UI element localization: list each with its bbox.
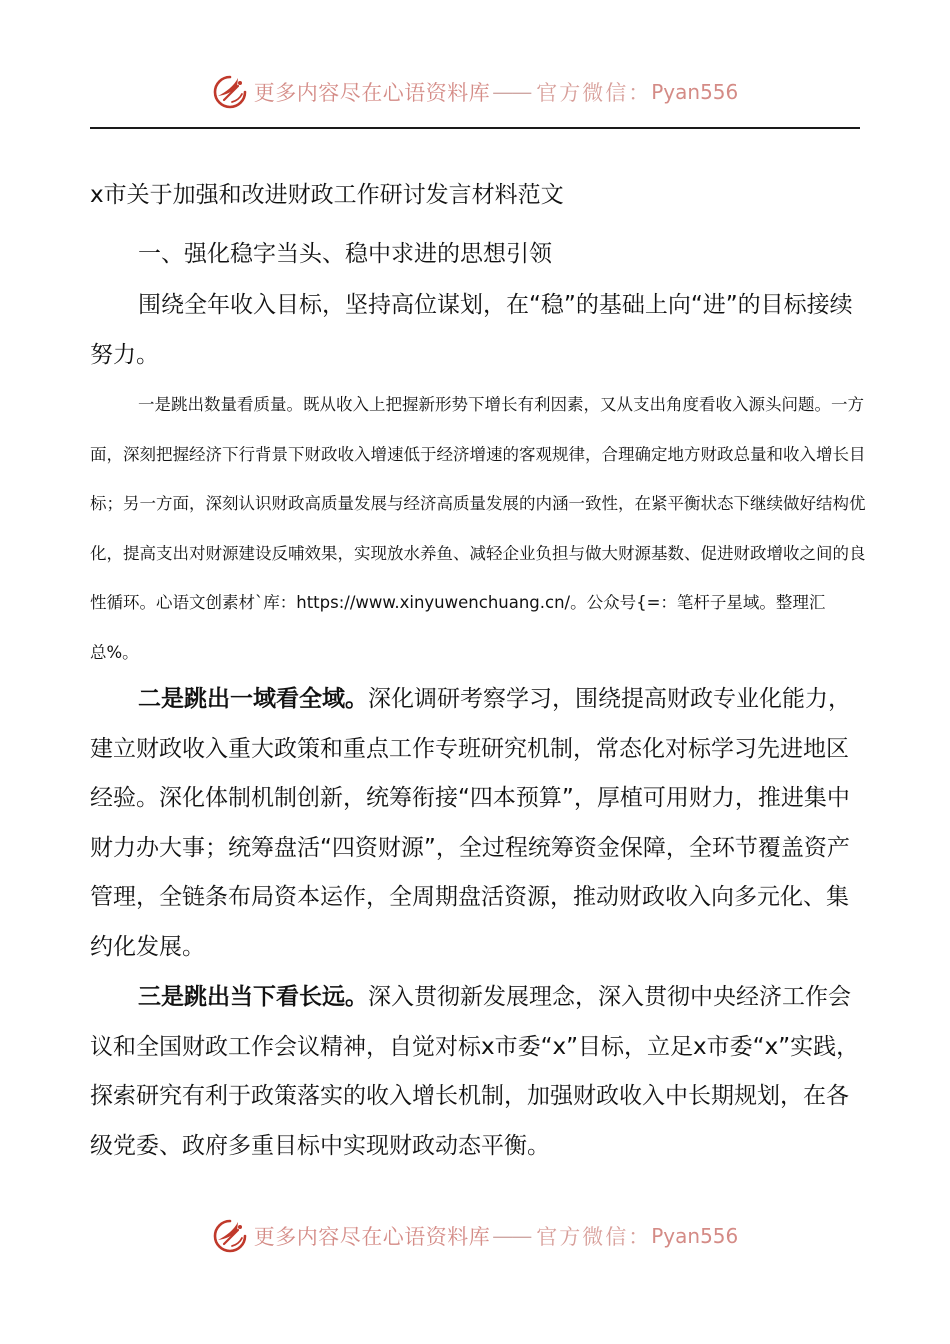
brand-logo-icon <box>212 1218 248 1254</box>
banner-wechat-id: Pyan556 <box>651 80 739 104</box>
header-divider <box>90 127 860 129</box>
banner-wechat-label: 官方微信： <box>536 81 652 105</box>
document-title: x市关于加强和改进财政工作研讨发言材料范文 <box>90 182 564 208</box>
banner-wechat-label: 官方微信： <box>536 1225 652 1249</box>
footer-watermark-banner <box>0 1216 950 1256</box>
point-two-body: 深化调研考察学习，围绕提高财政专业化能力，建立财政收入重大政策和重点工作专班研究机制，常态化对标学习先进地区经验。深化体制机制创新，统筹衔接“四本预算”，厚植可用财力，推进集中财力办大事；统筹盘活“四资财源”，全过程统筹资金保障，全环节覆盖资产管理，全链条布局资本运作，全周期盘活资源，推动财政收入向多元化、集约化发展。 <box>90 686 851 960</box>
point-three-body: 深入贯彻新发展理念，深入贯彻中央经济工作会议和全国财政工作会议精神，自觉对标x市委“x”目标，立足x市委“x”实践，探索研究有利于政策落实的收入增长机制，加强财政收入中长期规划，在各级党委、政府多重目标中实现财政动态平衡。 <box>90 984 860 1159</box>
header-watermark-banner <box>0 72 950 112</box>
point-two-paragraph <box>90 675 870 972</box>
section-heading: 一、强化稳字当头、稳中求进的思想引领 <box>138 241 552 267</box>
banner-main-text: 更多内容尽在心语资料库 <box>253 1225 491 1249</box>
point-one-paragraph: 一是跳出数量看质量。既从收入上把握新形势下增长有利因素，又从支出角度看收入源头问题。一方面，深刻把握经济下行背景下财政收入增速低于经济增速的客观规律，合理确定地方财政总量和收入增长目标；另一方面，深刻认识财政高质量发展与经济高质量发展的内涵一致性，在紧平衡状态下继续做好结构优化，提高支出对财源建设反哺效果，实现放水养鱼、减轻企业负担与做大财源基数、促进财政增收之间的良性循环。心语文创素材`库：https://www.xinyuwenchuang.cn/。公众号{=：笔杆子星域。整理汇总%。 <box>90 395 866 662</box>
banner-dash: —— <box>492 1224 531 1248</box>
point-three-lead: 三是跳出当下看长远。 <box>138 984 368 1010</box>
point-two-lead: 二是跳出一域看全域。 <box>138 686 368 712</box>
banner-main-text: 更多内容尽在心语资料库 <box>253 81 491 105</box>
banner-dash: —— <box>492 80 531 104</box>
banner-wechat-id: Pyan556 <box>651 1224 739 1248</box>
brand-logo-icon <box>212 74 248 110</box>
intro-paragraph: 围绕全年收入目标，坚持高位谋划，在“稳”的基础上向“进”的目标接续努力。 <box>90 292 853 368</box>
point-three-paragraph <box>90 973 870 1171</box>
